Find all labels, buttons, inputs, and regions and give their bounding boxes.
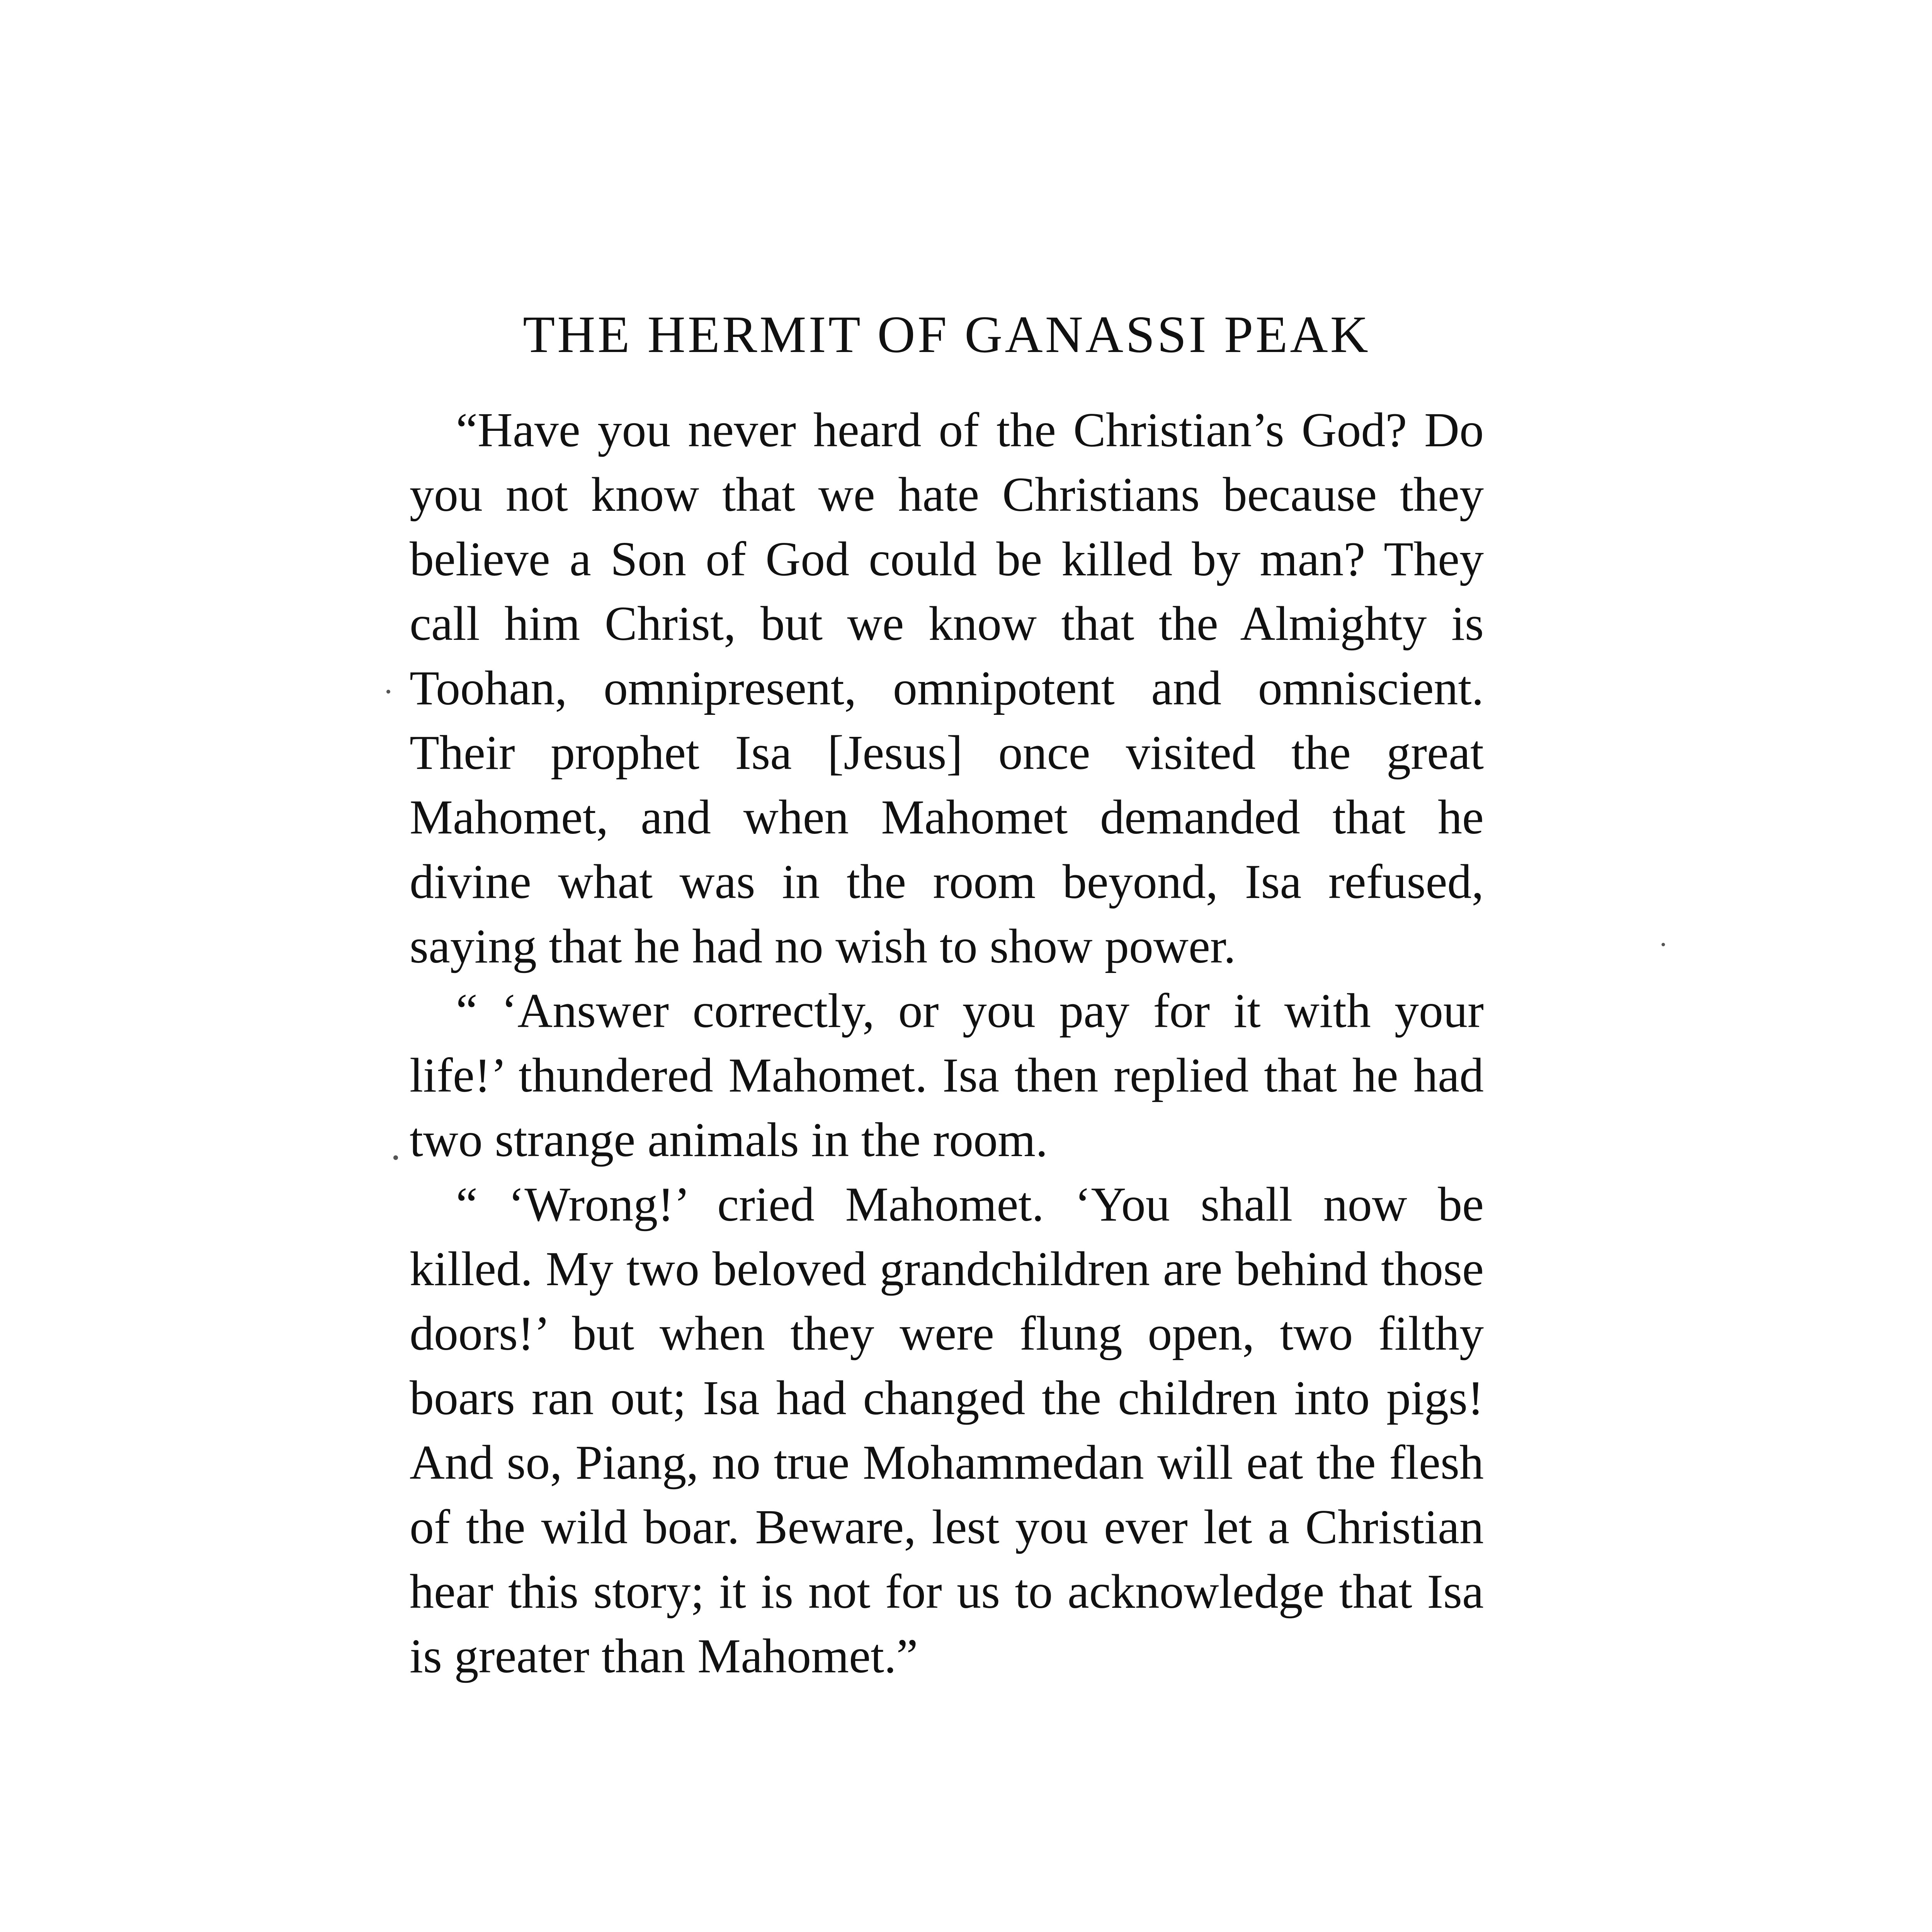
- scan-speck: [386, 690, 390, 694]
- paragraph: “ ‘Wrong!’ cried Mahomet. ‘You shall now be killed. My two beloved grandchildren are behind those doors!’ but when they were flung open, two filthy boars ran out; Isa had changed the children into pigs! And so, Piang, no true Mohammedan will eat the flesh of the wild boar. Beware, lest you ever let a Christian hear this story; it is not for us to acknowledge that Isa is greater than Mahomet.”: [410, 1178, 1484, 1683]
- paragraph: “Have you never heard of the Christian’s God? Do you not know that we hate Christians because they believe a Son of God could be killed by man? They call him Christ, but we know that the Almighty is Toohan, omnipresent, omnipotent and omniscient. Their prophet Isa [Jesus] once visited the great Mahomet, and when Mahomet demanded that he divine what was in the room beyond, Isa refused, saying that he had no wish to show power.: [410, 403, 1484, 973]
- running-head: THE HERMIT OF GANASSI PEAK: [523, 306, 1371, 364]
- scan-speck: [393, 1155, 398, 1160]
- body-text: [410, 398, 1484, 1689]
- paragraph: “ ‘Answer correctly, or you pay for it with your life!’ thundered Mahomet. Isa then replied that he had two strange animals in the room.: [410, 984, 1484, 1167]
- scan-speck: [1662, 943, 1665, 946]
